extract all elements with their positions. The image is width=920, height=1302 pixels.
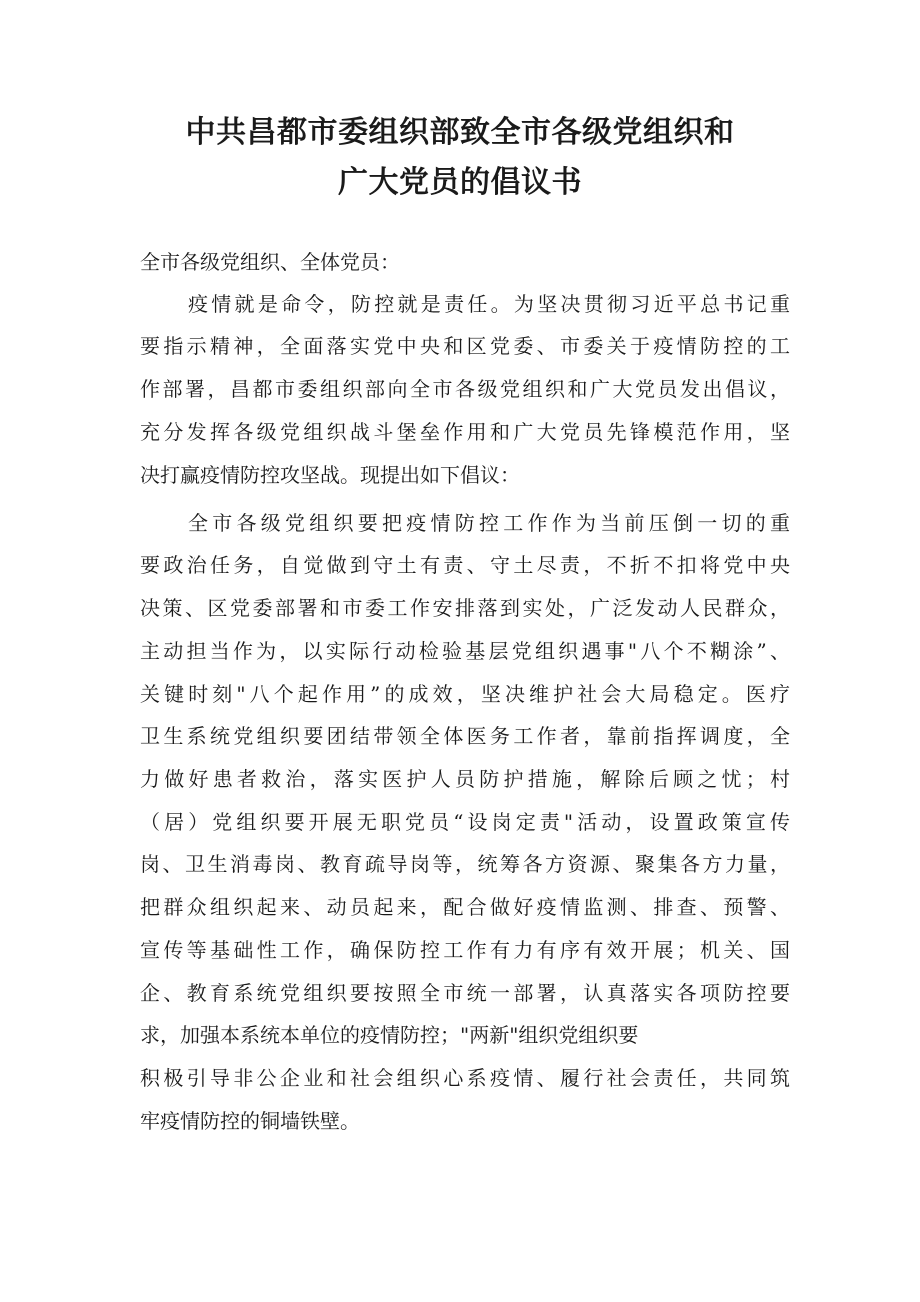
paragraph-1-line: 疫情就是命令，防控就是责任。为坚决贯彻习近平总书记重 <box>188 292 790 316</box>
paragraph-1-line: 决打赢疫情防控攻坚战。现提出如下倡议： <box>140 463 520 487</box>
document-title-line-1: 中共昌都市委组织部致全市各级党组织和 <box>185 115 735 150</box>
document-title-line-2: 广大党员的倡议书 <box>338 165 582 200</box>
paragraph-2-line: 把群众组织起来、动员起来，配合做好疫情监测、排查、预警、 <box>140 895 790 919</box>
paragraph-2-line: （居）党组织要开展无职党员“设岗定责"活动，设置政策宣传 <box>140 810 790 834</box>
paragraph-2-line: 全市各级党组织要把疫情防控工作作为当前压倒一切的重 <box>188 511 790 535</box>
paragraph-2-line: 决策、区党委部署和市委工作安排落到实处，广泛发动人民群众， <box>140 596 790 620</box>
paragraph-2-line: 牢疫情防控的铜墙铁壁。 <box>140 1109 360 1133</box>
paragraph-1-line: 要指示精神，全面落实党中央和区党委、市委关于疫情防控的工 <box>140 334 790 358</box>
paragraph-2-line: 企、教育系统党组织要按照全市统一部署，认真落实各项防控要 <box>140 981 790 1005</box>
paragraph-2-line: 积极引导非公企业和社会组织心系疫情、履行社会责任，共同筑 <box>140 1066 790 1090</box>
paragraph-2-line: 卫生系统党组织要团结带领全体医务工作者，靠前指挥调度，全 <box>140 724 790 748</box>
paragraph-1-line: 作部署，昌都市委组织部向全市各级党组织和广大党员发出倡议， <box>140 377 790 401</box>
salutation: 全市各级党组织、全体党员： <box>140 250 400 274</box>
paragraph-2-line: 求，加强本系统本单位的疫情防控；"两新"组织党组织要 <box>140 1023 639 1047</box>
paragraph-2-line: 主动担当作为，以实际行动检验基层党组织遇事"八个不糊涂”、 <box>140 639 790 663</box>
paragraph-2-line: 岗、卫生消毒岗、教育疏导岗等，统筹各方资源、聚集各方力量， <box>140 852 790 876</box>
paragraph-2-line: 要政治任务，自觉做到守土有责、守土尽责，不折不扣将党中央 <box>140 553 790 577</box>
paragraph-2-line: 宣传等基础性工作，确保防控工作有力有序有效开展；机关、国 <box>140 938 790 962</box>
paragraph-1-line: 充分发挥各级党组织战斗堡垒作用和广大党员先锋模范作用，坚 <box>140 420 790 444</box>
paragraph-2-line: 力做好患者救治，落实医护人员防护措施，解除后顾之忧；村 <box>140 767 790 791</box>
paragraph-2-line: 关键时刻"八个起作用”的成效，坚决维护社会大局稳定。医疗 <box>140 682 790 706</box>
